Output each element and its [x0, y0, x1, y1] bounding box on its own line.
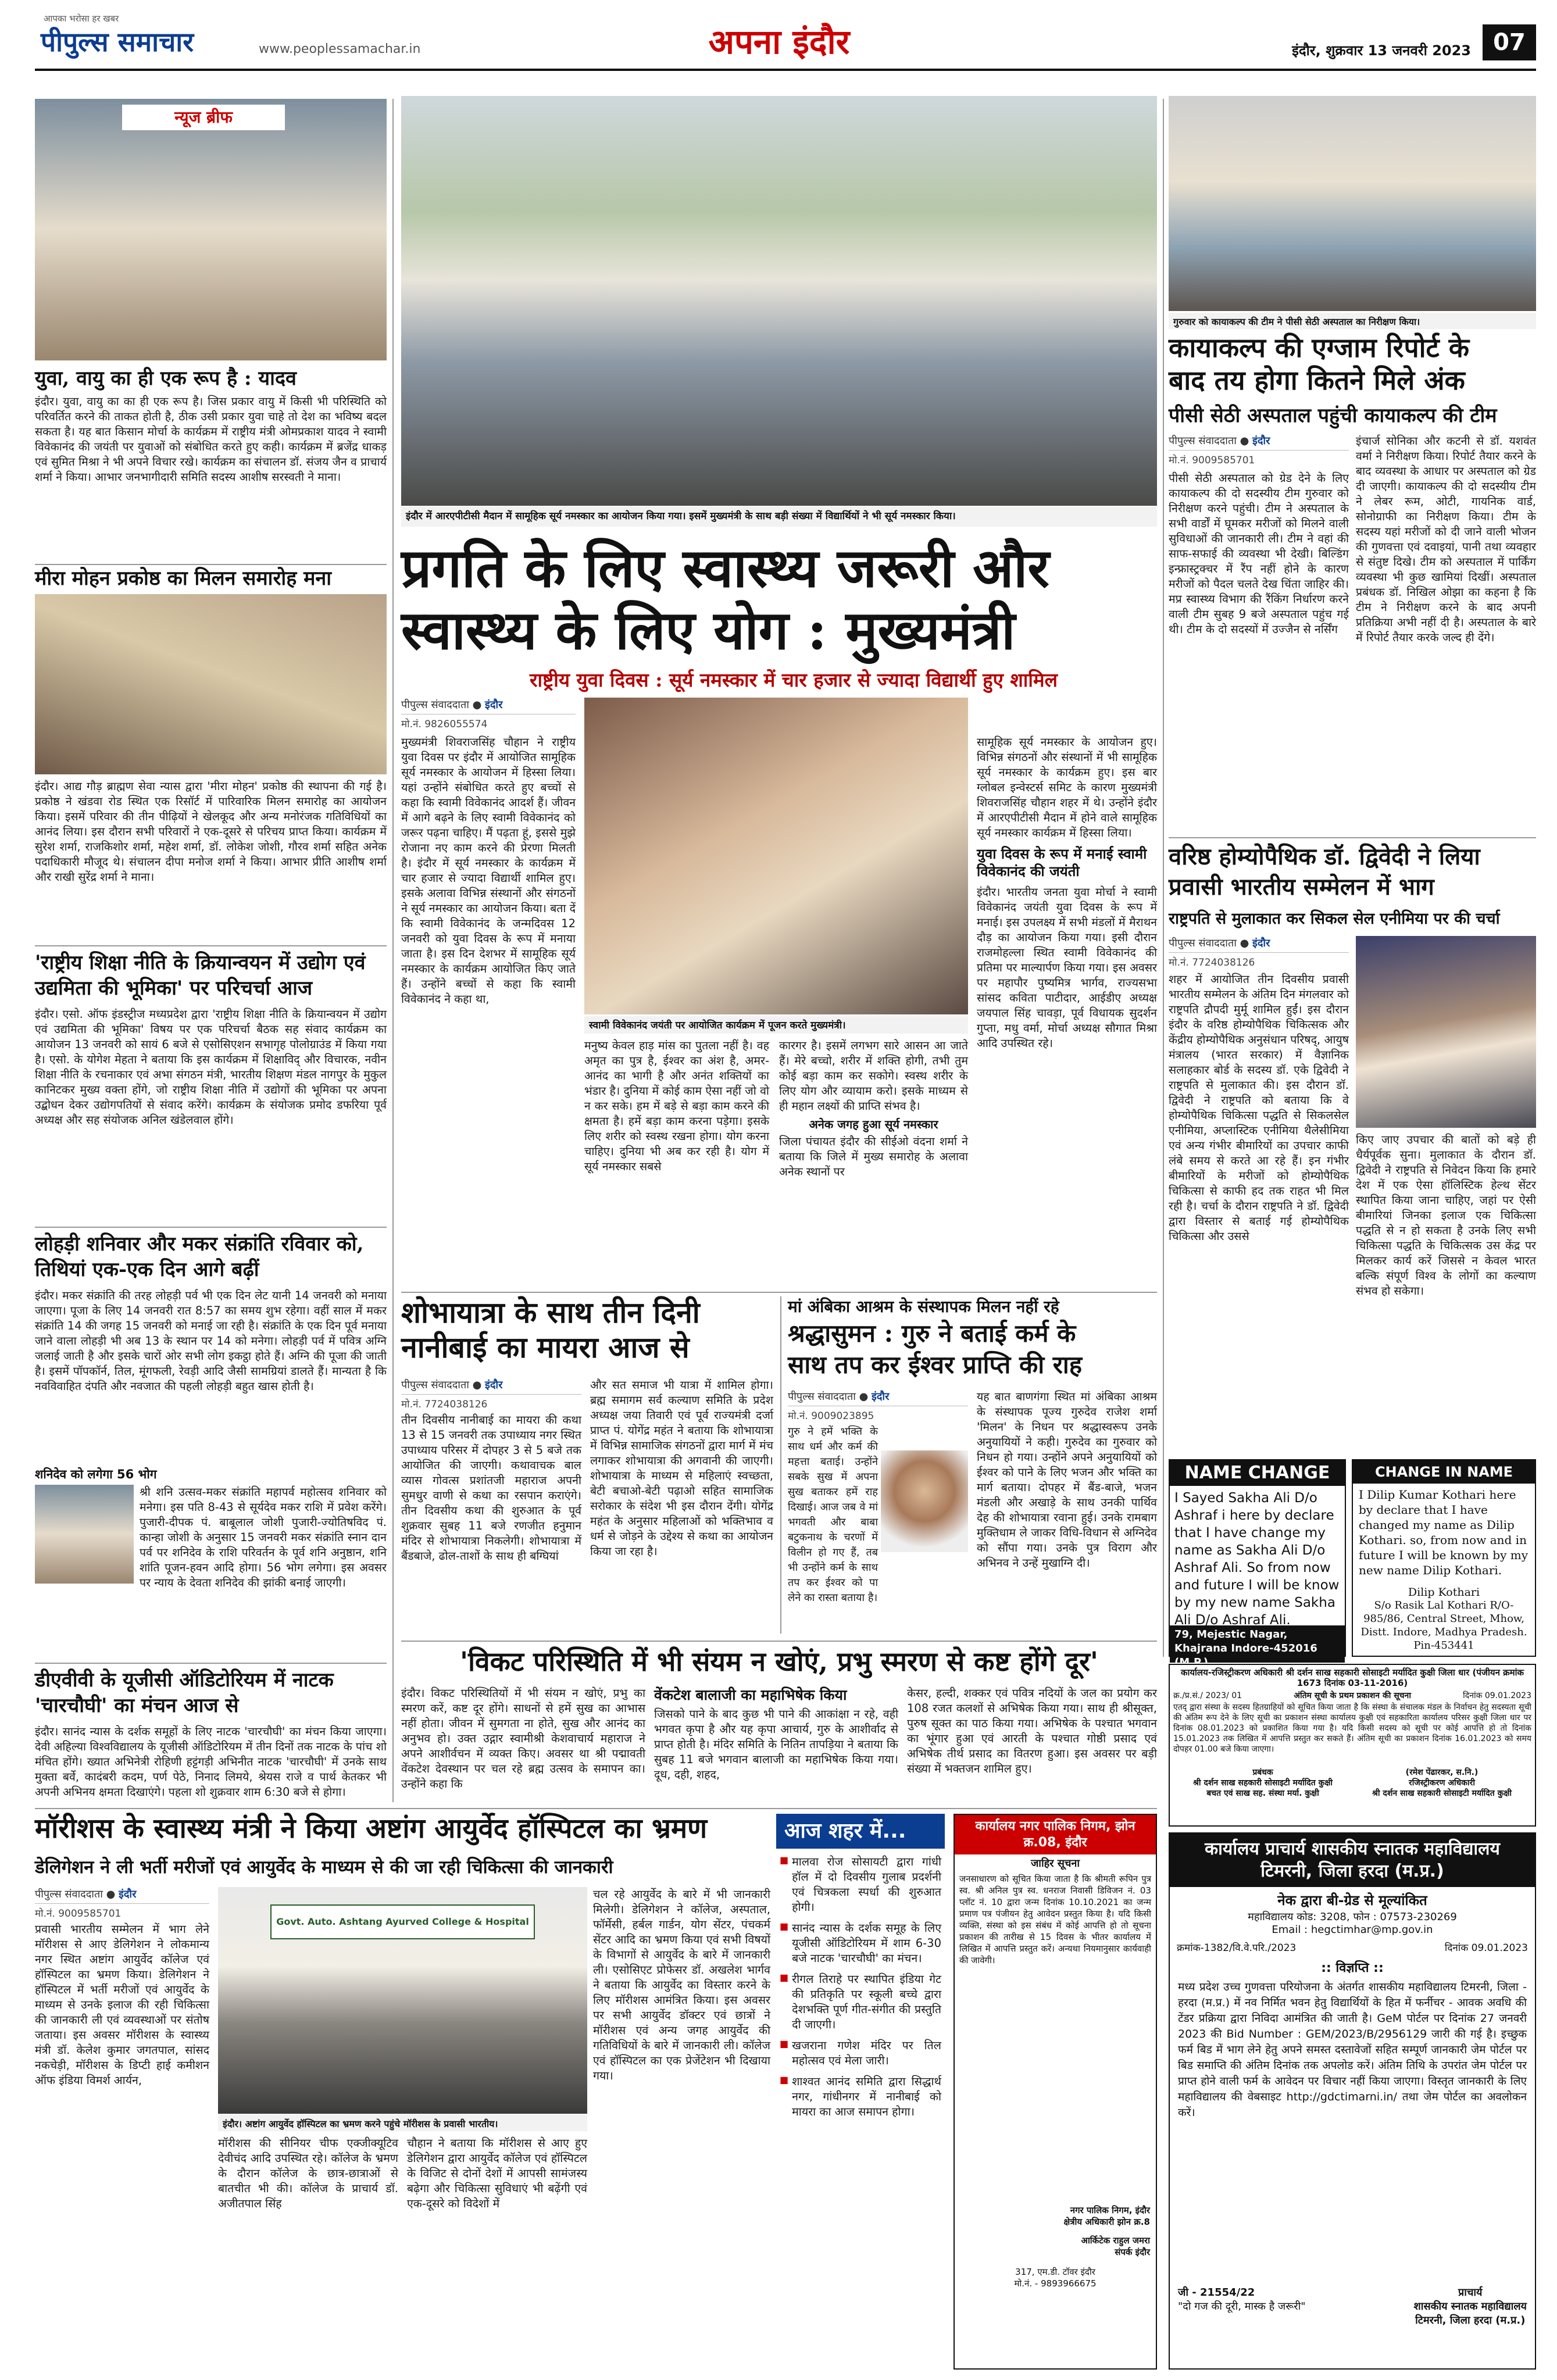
masthead-rule: [35, 69, 1536, 71]
ambika-byline-name: पीपुल्स संवाददाता: [788, 1391, 856, 1403]
aaj-shahar-item: [780, 2074, 941, 2120]
lead-col-4: [977, 735, 1157, 1287]
mauritius-mobile: मो.नं. 9009585701: [35, 1908, 122, 1920]
lead-headline-line1: प्रगति के लिए स्वास्थ्य जरूरी और: [401, 537, 1049, 599]
society-notice-subtitle: अंतिम सूची के प्रथम प्रकाशन की सूचना: [1294, 1691, 1411, 1700]
society-sign-right-name: रजिस्ट्रीकरण अधिकारी: [1408, 1778, 1475, 1788]
vikat-headline: 'विकट परिस्थिति में भी संयम न खोएं, प्रभु स्मरण से कष्ट होंगे दूर': [460, 1646, 1098, 1677]
brief-divider-2: [35, 945, 387, 946]
brief-2-body: इंदौर। आद्य गौड़ ब्राह्मण सेवा न्यास द्वारा 'मीरा मोहन' प्रकोष्ठ की स्थापना की गई है। प्रकोष्ठ ने खंडवा रोड स्थित एक रिसॉर्ट में पारिवारिक मिलन समारोह का आयोजन किया। इसमें परिवार की तीन पीढ़ियों ने खेलकूद और अन्य मनोरंजक गतिविधियों का आनंद लिया। इस दौरान सभी परिवारों ने एक-दूसरे से परिचय प्राप्त किया। कार्यक्रम में सुरेश शर्मा, राजकिशोर शर्मा, महेश शर्मा, डॉ. लोकेश जोशी, गौरव शर्मा सहित अनेक पदाधिकारी मौजूद थे। संचालन दीपा मनोज शर्मा ने किया। आभार प्रीति आशीष शर्मा और राखी सुरेंद्र शर्मा ने माना।: [35, 780, 387, 884]
nigam-notice-footer: 317, एम.डी. टॉवर इंदौर: [1015, 2267, 1095, 2277]
aaj-shahar-item-text: सानंद न्यास के दर्शक समूह के लिए यूजीसी ऑडिटोरियम में शाम 6-30 बजे नाटक 'चारचौघी' का मंचन।: [792, 1921, 941, 1965]
homeo-col-2: किए जाए उपचार की बातों को बड़े ही धैर्यपूर्वक सुना। मुलाकात के दौरान डॉ. द्विवेदी ने राष्ट्रपति से निवेदन किया कि हमारे देश में एक ऐसा हॉलिस्टिक हेल्थ सेंटर स्थापित किया जाना चाहिए, जहां पर ऐसी बीमारियां जिनका इलाज एक चिकित्सा पद्धति से न हो सकता है उनके लिए सभी चिकित्सा पद्धति के चिकित्सक उस केंद्र पर मिलकर कार्य करें जिससे न केवल भारत बल्कि संपूर्ण विश्व के लोगों का कल्याण संभव हो सकेगा।: [1356, 1133, 1536, 1298]
shani-photo: [35, 1485, 134, 1584]
society-sign-right-extra: श्री दर्शन साख सहकारी सोसाइटी मर्यादित कुक्षी: [1372, 1789, 1512, 1798]
lead-col-3-text: कारगर है। इसमें लगभग सारे आसन आ जाते हैं। मेरे बच्चो, शरीर में शक्ति होगी, तभी तुम कोई बड़ा काम कर सकोगे। स्वस्थ शरीर के लिए योग और व्यायाम करो। इसके माध्यम से ही महान लक्ष्यों की प्राप्ति संभव है।: [779, 1039, 968, 1113]
vikat-col-2-text: जिसको पाने के बाद कुछ भी पाने की आकांक्षा न रहे, वही भगवत कृपा है और यह कृपा आचार्य, गुरु के आशीर्वाद से प्राप्त होती है। मंदिर समिति के नितिन तापड़िया ने बताया कि सुबह 11 बजे भगवान बालाजी का महाभिषेक किया गया। दूध, दही, शहद,: [654, 1707, 898, 1781]
society-sign-left-extra: बचत एवं साख सह. संस्था मर्या. कुक्षी: [1206, 1789, 1319, 1798]
ambika-mobile: मो.नं. 9009023895: [788, 1410, 874, 1422]
lead-col-4-text-b: इंदौर। भारतीय जनता युवा मोर्चा ने स्वामी विवेकानंद जयंती युवा दिवस के रूप में मनाई। इस उपलक्ष्य में सभी मंडलों में मैराथन दौड़ का आयोजन किया गया। इसी दौरान राजमोहल्ला स्थित स्वामी विवेकानंद की प्रतिमा पर माल्यार्पण किया गया। इस अवसर पर महापौर पुष्यमित्र भार्गव, राज्यसभा सांसद कविता पाटीदार, आईडीए अध्यक्ष जयपाल सिंह चावड़ा, पूर्व विधायक सुदर्शन गुप्ता, मधु वर्मा, मोर्चा अध्यक्ष सौगात मिश्रा आदि उपस्थित रहे।: [977, 885, 1157, 1050]
kayakalp-divider: [1169, 837, 1536, 838]
mauritius-photo-caption: इंदौर। अष्टांग आयुर्वेद हॉस्पिटल का भ्रमण करने पहुंचे मॉरीशस के प्रवासी भारतीय।: [218, 2115, 587, 2131]
shobhayatra-col-2: और सत समाज भी यात्रा में शामिल होगा। ब्रह्म समागम सर्व कल्याण समिति के प्रदेश अध्यक्ष जया तिवारी एवं पूर्व राज्यमंत्री दर्जा प्राप्त पं. योगेंद्र महंत ने बताया कि शोभायात्रा में विभिन्न सामाजिक संगठनों द्वारा मार्ग में मंच लगाकर शोभायात्रा की अगवानी की जाएगी। शोभायात्रा के माध्यम से महिलाएं स्वच्छता, बेटी बचाओ-बेटी पढ़ाओ सहित सामाजिक सरोकार के संदेश भी इस दौरान देंगी। योगेंद्र महंत के अनुसार महिलाओं को भक्तिभाव व धर्म से जोड़ने के उद्देश्य से कथा का आयोजन किया जा रहा है।: [590, 1378, 773, 1558]
homeo-subhead: राष्ट्रपति से मुलाकात कर सिकल सेल एनीमिया पर की चर्चा: [1169, 910, 1500, 928]
cm-puja-photo: [584, 698, 968, 1014]
aaj-shahar-item: [780, 1921, 941, 1966]
society-notice-body: एतद् द्वारा संस्था के सदस्य हितग्राहियों को सूचित किया जाता है कि संस्था के संचालक मंडल के निर्वाचन हेतु सदस्यता सूची की अंतिम रूप देने के लिए सूची का प्रकाशन संस्था कार्यालय कुक्षी एवं सहकारिता कार्यालय परिसर कुक्षी जिला धार पर दिनांक 08.01.2023 को प्रकाशित किया गया है। यदि किसी सदस्य को सूची पर कोई आपत्ति हो तो दिनांक 15.01.2023 तक लिखित में आपत्ति प्रस्तुत कर सकते हैं। अंतिम सूची का प्रकाशन दिनांक 16.01.2023 को समय दोपहर 01.00 बजे किया जाएगा।: [1173, 1703, 1531, 1754]
brief-photo-2: [35, 594, 387, 774]
lead-col-3-subhead: अनेक जगह हुआ सूर्य नमस्कार: [809, 1117, 938, 1131]
vikat-col-2: [654, 1686, 898, 1820]
ambika-headline-line2: साथ तप कर ईश्वर प्राप्ति की राह: [788, 1350, 1083, 1379]
bullet-icon: ■: [780, 1854, 789, 1866]
homeo-byline-city: इंदौर: [1252, 937, 1270, 949]
homeo-headline-line2: प्रवासी भारतीय सम्मेलन में भाग: [1169, 873, 1434, 900]
brief-3-headline: 'राष्ट्रीय शिक्षा नीति के क्रियान्वयन में उद्योग एवं उद्यमिता की भूमिका' पर परिचर्चा आज: [35, 951, 366, 1000]
college-notice-email[interactable]: Email : hegctimhar@mp.gov.in: [1272, 1924, 1433, 1936]
lead-mobile: मो.नं. 9826055574: [401, 719, 488, 730]
nigam-notice: [954, 1814, 1157, 2370]
name-change-title: NAME CHANGE: [1170, 1460, 1345, 1486]
brief-3-body: इंदौर। एसो. ऑफ इंडस्ट्रीज मध्यप्रदेश द्वारा 'राष्ट्रीय शिक्षा नीति के क्रियान्वयन में उद्योग एवं उद्यमिता की भूमिका' विषय पर एक परिचर्चा बैठक सह संवाद कार्यक्रम का आयोजन 13 जनवरी को सायं 6 बजे से एसोसिएशन सभागृह पोलोग्राउंड में किया गया है। एसो. के योगेश मेहता ने बताया कि इस कार्यक्रम में शिक्षाविद् और विचारक, नवीन शिक्षा नीति के रचनाकार एवं अभा संगठन मंत्री, भारतीय शिक्षण मंडल नागपुर के मुकुल कानिटकर मुख्य वक्ता होंगे, जो राष्ट्रीय शिक्षा नीति में उद्योगों की भूमिका पर अपना उद्बोधन देकर उद्योगपतियों से संवाद करेंगे। कार्यक्रम के संयोजक प्रमोद डफरिया पूर्व अध्यक्ष और सह संयोजक अनिल खंडेलवाल होंगे।: [35, 1007, 387, 1127]
name-change-body: I Sayed Sakha Ali D/o Ashraf i here by declare that I have change my name as Sakha Ali D/o Ashraf Ali. So from now and future I will be know by my new name Sakha Ali D/o Ashraf Ali.: [1174, 1491, 1340, 1628]
lead-col-3-text-b: जिला पंचायत इंदौर की सीईओ वंदना शर्मा ने बताया कि जिले में मुख्य समारोह के अलावा अनेक स्थानों पर: [779, 1135, 968, 1178]
society-sign-left-role: प्रबंधक: [1252, 1768, 1273, 1777]
mauritius-col-4: चल रहे आयुर्वेद के बारे में भी जानकारी मिलेगी। डेलिगेशन ने कॉलेज, अस्पताल, फॉर्मेसी, हर्बल गार्डन, योग सेंटर, पंचकर्म सेंटर आदि का भ्रमण किया एवं सभी विषयों के विभागों से आयुर्वेद के बारे में जानकारी ली। एसोसिएट प्रोफेसर डॉ. अखलेश भार्गव ने बताया कि आयुर्वेद का विस्तार करने के लिए मॉरीशस आमंत्रित किया। इस अवसर पर सभी आयुर्वेद डॉक्टर एवं छात्रों ने मॉरीशस एवं अन्य जगह आयुर्वेद की गतिविधियों के बारे में जानकारी ली। कॉलेज एवं हॉस्पिटल का एक प्रेजेंटेशन भी दिखाया गया।: [593, 1888, 770, 2082]
mauritius-col-1: प्रवासी भारतीय सम्मेलन में भाग लेने मॉरीशस से आए डेलिगेशन ने लोकमान्य नगर स्थित अष्टांग आयुर्वेद कॉलेज एवं हॉस्पिटल का भ्रमण किया। डेलिगेशन ने हॉस्पिटल में भर्ती मरीजों एवं आयुर्वेद के माध्यम से उनके इलाज की रही चिकित्सा की जानकारी ली एवं व्यवस्थाओं पर संतोष जताया। इस अवसर मॉरीशस के स्वास्थ्य मंत्री डॉ. केलेश कुमार जगतपाल, सांसद नकचेड़ी, मॉरीशस के डिप्टी हाई कमीशन ऑफ इंडिया विमर्श आर्यन,: [35, 1922, 209, 2087]
homeo-mobile: मो.नं. 7724038126: [1169, 957, 1255, 969]
brief-6-body: इंदौर। सानंद न्यास के दर्शक समूहों के लिए नाटक 'चारचौघी' का मंचन किया जाएगा। देवी अहिल्या विश्वविद्यालय के यूजीसी ऑडिटोरियम में तीन दिनों तक नाटक के पांच शो मंचित होंगे। ख्यात अभिनेत्री रोहिणी हट्टंगड़ी अभिनीत नाटक 'चारचौघी' में उनके साथ मुक्ता बर्वे, कादंबरी कदम, पर्ण पेठे, निनाद लिमये, श्रेयस राजे व पार्थ केतकर भी अपनी अभिनय क्षमता दिखाएंगे। पहला शो शुक्रवार शाम 6:30 बजे से होगा।: [35, 1725, 387, 1799]
aaj-shahar-item-text: शाश्वत आनंद समिति द्वारा सिद्धार्थ नगर, गांधीनगर में नानीबाई को मायरा का आज समापन होगा।: [792, 2075, 941, 2118]
ambika-guru-photo: [881, 1450, 968, 1552]
ambika-headline-line1: श्रद्धासुमन : गुरु ने बताई कर्म के: [788, 1319, 1076, 1348]
brief-1-headline: युवा, वायु का ही एक रूप है : यादव: [35, 367, 297, 390]
center-divider-1: [401, 1292, 1157, 1293]
aaj-shahar-item: [780, 2038, 941, 2068]
homeo-col-1: शहर में आयोजित तीन दिवसीय प्रवासी भारतीय सम्मेलन के अंतिम दिन मंगलवार को राष्ट्रपति द्रौपदी मुर्मू शामिल हुईं। इस दौरान इंदौर के वरिष्ठ होम्योपैथिक चिकित्सक और केंद्रीय होम्योपैथिक अनुसंधान परिषद्, आयुष मंत्रालय (भारत सरकार) में वैज्ञानिक सलाहकार बोर्ड के सदस्य डॉ. एके द्विवेदी ने राष्ट्रपति से मुलाकात की। इस दौरान डॉ. द्विवेदी ने राष्ट्रपति को बताया कि वे होम्योपैथिक चिकित्सा पद्धति से सिकलसेल एनीमिया, अप्लास्टिक एनीमिया थैलेसीमिया एवं अन्य गंभीर बीमारियों का उपचार काफी लंबे समय से करते आ रहे हैं। इन गंभीर बीमारियों के मरीजों को होम्योपैथिक चिकित्सा से काफी हद तक राहत भी मिल रही है। चर्चा के दौरान राष्ट्रपति ने डॉ. द्विवेदी द्वारा विस्तार से बताई गई होम्योपैथिक चिकित्सा और उससे: [1169, 973, 1349, 1243]
kayakalp-photo: [1169, 96, 1536, 311]
homeo-byline: पीपुल्स संवाददाता ● इंदौर: [1169, 936, 1349, 953]
lead-subhead: राष्ट्रीय युवा दिवस : सूर्य नमस्कार में चार हजार से ज्यादा विद्यार्थी हुए शामिल: [529, 669, 1058, 691]
aaj-shahar-item: [780, 1854, 941, 1915]
masthead-tagline: आपका भरोसा हर खबर: [44, 13, 119, 24]
vikat-col-1: इंदौर। विकट परिस्थितियों में भी संयम न खोएं, प्रभु का स्मरण करें, कष्ट दूर होंगे। साधनों से हमें सुख का आभास नहीं होता। जीवन में सुमगता ना होते, सुख और आनंद का अनुभव हो। उक्त उद्गार स्वामीश्री केशवाचार्य महाराज ने अपने आशीर्वचन में व्यक्त किए। अवसर था श्री पद्मावती वेंकटेश देवस्थान पर चल रहे ब्रह्म उत्सव के समापन का। उन्होंने कहा कि: [401, 1686, 645, 1791]
bullet-icon: ■: [780, 1972, 789, 1983]
mauritius-headline: मॉरीशस के स्वास्थ्य मंत्री ने किया अष्टांग आयुर्वेद हॉस्पिटल का भ्रमण: [35, 1813, 708, 1845]
shobhayatra-byline-name: पीपुल्स संवाददाता: [401, 1379, 469, 1391]
ambika-kicker: मां अंबिका आश्रम के संस्थापक मिलन नहीं रहे: [788, 1297, 1059, 1316]
mauritius-byline-name: पीपुल्स संवाददाता: [35, 1888, 103, 1900]
column-divider-left: [392, 99, 394, 1802]
mauritius-col-2: मॉरीशस की सीनियर चीफ एक्जीक्यूटिव देवीचंद आदि उपस्थित रहे। कॉलेज के भ्रमण के दौरान कॉलेज के छात्र-छात्राओं से बातचीत भी की। कॉलेज के प्राचार्य डॉ. अजीतपाल सिंह: [218, 2136, 398, 2210]
society-notice-title: कार्यालय-रजिस्ट्रीकरण अधिकारी श्री दर्शन साख सहकारी सोसाइटी मर्यादित कुक्षी जिला धार (पंजीयन क्रमांक 1673 दिनांक 03-11-2016): [1180, 1667, 1524, 1688]
change-in-name-signature: Dilip Kothari: [1408, 1586, 1480, 1599]
kayakalp-byline: पीपुल्स संवाददाता ● इंदौर: [1169, 434, 1349, 451]
shobhayatra-col-1: तीन दिवसीय नानीबाई का मायरा की कथा 13 से 15 जनवरी तक उपाध्याय नगर स्थित उपाध्याय परिसर में दोपहर 3 से 5 बजे तक आयोजित की जाएगी। कथावाचक बाल व्यास गोवत्स प्रशांतजी महाराज अपनी सुमधुर वाणी से कथा का रसपान कराएंगे। तीन दिवसीय कथा की शुरुआत के पूर्व शुक्रवार सुबह 11 बजे रणजीत हनुमान मंदिर से शोभायात्रा निकलेगी। शोभायात्रा में बैंडबाजे, ढोल-ताशों के साथ ही बग्घियां: [401, 1413, 581, 1563]
ambika-byline-city: इंदौर: [872, 1391, 890, 1403]
aaj-shahar-item-text: खजराना गणेश मंदिर पर तिल महोत्सव एवं मेला जारी।: [792, 2039, 941, 2067]
brief-4-headline: लोहड़ी शनिवार और मकर संक्रांति रविवार को, तिथियां एक-एक दिन आगे बढ़ीं: [35, 1232, 364, 1281]
section-title: अपना इंदौर: [708, 22, 850, 62]
center-divider-3: [401, 1641, 1157, 1642]
society-notice: [1169, 1664, 1536, 1827]
homeo-photo: [1356, 936, 1536, 1128]
mauritius-photo-sign: Govt. Auto. Ashtang Ayurved College & Hospital: [270, 1904, 535, 1939]
mauritius-col-3: चौहान ने बताया कि मॉरीशस से आए हुए डेलिगेशन द्वारा आयुर्वेद कॉलेज एवं हॉस्पिटल के विजिट से दोनों देशों में आपसी सामंजस्य बढ़ेगा और चिकित्सा सुविधाएं भी बढ़ेंगी एवं एक-दूसरे को विदेशों में: [407, 2136, 587, 2210]
lead-col-3: [779, 1038, 968, 1288]
shobhayatra-byline-city: इंदौर: [485, 1379, 503, 1391]
homeo-byline-block: [1169, 936, 1349, 971]
college-notice-footer-right3: टिमरनी, जिला हरदा (म.प्र.): [1415, 2314, 1526, 2327]
aaj-shahar-item: [780, 1972, 941, 2032]
shobhayatra-byline: पीपुल्स संवाददाता ● इंदौर: [401, 1378, 581, 1395]
nigam-notice-sign2: क्षेत्रीय अधिकारी झोन क्र.8: [1063, 2217, 1150, 2227]
kayakalp-headline-line1: कायाकल्प की एग्जाम रिपोर्ट के: [1169, 332, 1470, 363]
nigam-notice-subtitle: जाहिर सूचना: [1030, 1857, 1080, 1870]
kayakalp-byline-city: इंदौर: [1252, 435, 1270, 447]
brief-4-body: इंदौर। मकर संक्रांति की तरह लोहड़ी पर्व भी एक दिन लेट यानी 14 जनवरी को मनाया जाएगा। पूजा के लिए 14 जनवरी रात 8:57 का समय शुभ रहेगा। वहीं साल में मकर संक्रांति 14 की जगह 15 जनवरी को मनाई जा रही है। संक्रांति के एक दिन पूर्व मनाया जाने वाला लोहड़ी भी अब 13 के स्थान पर 14 को मनेगा। लोहड़ी पर्व में पवित्र अग्नि जलाई जाती है और इसके चारों ओर सभी लोग इकट्ठा होते हैं। अग्नि की पूजा की जाती है। इसमें पॉपकॉर्न, तिल, मूंगफली, रेवड़ी आदि जैसी सामग्रियां डालते हैं। मान्यता है कि नवविवाहित दंपति और नवजात की पहली लोहड़ी बहुत खास होती है।: [35, 1289, 387, 1393]
college-notice-title-line1: कार्यालय प्राचार्य शासकीय स्नातक महाविद्यालय: [1205, 1839, 1500, 1859]
nigam-notice-sign3: आर्किटेक राहुल जमरा: [1081, 2235, 1150, 2246]
news-brief-label: न्यूज ब्रीफ: [122, 105, 285, 130]
kayakalp-headline-line2: बाद तय होगा कितने मिले अंक: [1169, 364, 1465, 396]
lead-col-1: मुख्यमंत्री शिवराजसिंह चौहान ने राष्ट्रीय युवा दिवस पर इंदौर में आयोजित सामूहिक सूर्य नमस्कार के आयोजन में हिस्सा लिया। यहां उन्होंने संबोधित करते हुए बच्चों से कहा कि स्वामी विवेकानंद आदर्श हैं। जीवन में आगे बढ़ने के लिए स्वामी विवेकानंद को जरूर पढ़ना चाहिए। मैं पढ़ता हूं, इससे मुझे रोजाना नए काम करने की प्रेरणा मिलती है। इंदौर में सूर्य नमस्कार के कार्यक्रम में चार हजार से ज्यादा विद्यार्थी शामिल हुए। इसके अलावा विभिन्न संस्थानों और संगठनों ने सूर्य नमस्कार का आयोजन किया। बता दें कि स्वामी विवेकानंद के जन्मदिवस 12 जनवरी को युवा दिवस के रूप में मनाया जाता है। इस दिन देशभर में सामूहिक सूर्य नमस्कार के कार्यक्रम आयोजित किए जाते हैं। उन्होंने बच्चों से कहा कि स्वामी विवेकानंद ने कहा था,: [401, 735, 576, 1006]
society-notice-ref: क्र./प्र.सं./ 2023/ 01: [1173, 1691, 1242, 1700]
brief-divider-4: [35, 1663, 387, 1664]
change-in-name-address: S/o Rasik Lal Kothari R/O-985/86, Central Street, Mhow, Distt. Indore, Madhya Pradesh. Pin-453441: [1360, 1599, 1527, 1652]
mauritius-byline-block: [35, 1887, 209, 1920]
change-in-name-body: I Dilip Kumar Kothari here by declare that I have changed my name as Dilip Kothari. so, from now and in future I will be known by my new name Dilip Kothari.: [1359, 1488, 1528, 1577]
kayakalp-col-2: इंचार्ज सोनिका और कटनी से डॉ. यशवंत वर्मा ने निरीक्षण किया। रिपोर्ट तैयार करने के बाद व्यवस्था के आधार पर अस्पताल को ग्रेड दी जाएगी। कायाकल्प की दो सदस्यीय टीम ने लेबर रूम, ओटी, गायनिक वार्ड, सोनोग्राफी का निरीक्षण किया। टीम के सदस्य यहां मरीजों को दी जाने वाली भोजन की गुणवत्ता एवं दवाइयां, पानी तथा व्यवहार से संतुष्ट दिखे। टीम को अस्पताल में पार्किंग व्यवस्था भी कुछ खामियां दिखीं। अस्पताल प्रबंधक डॉ. निखिल ओझा का कहना है कि टीम ने निरीक्षण करने के बाद अपनी प्रतिक्रिया अभी नहीं दी है। अस्पताल के बारे में रिपोर्ट तैयार करके जल्द ही देंगे।: [1356, 434, 1536, 644]
shobhayatra-mobile: मो.नं. 7724038126: [401, 1399, 488, 1410]
page-number: 07: [1483, 24, 1536, 60]
society-notice-date: दिनांक 09.01.2023: [1463, 1691, 1531, 1700]
shobhayatra-headline-line2: नानीबाई का मायरा आज से: [401, 1330, 690, 1364]
college-notice-date: दिनांक 09.01.2023: [1444, 1942, 1528, 1954]
surya-namaskar-photo: [401, 96, 1157, 506]
college-notice-grade: नेक द्वारा बी-ग्रेड से मूल्यांकित: [1277, 1892, 1427, 1909]
brief-divider-1: [35, 564, 387, 565]
kayakalp-byline-name: पीपुल्स संवाददाता: [1169, 435, 1237, 447]
aaj-shahar-item-text: रीगल तिराहे पर स्थापित इंडिया गेट की प्रतिकृति पर स्कूली बच्चे द्वारा देशभक्ति पूर्ण गीत-संगीत की प्रस्तुति दी जाएगी।: [792, 1972, 941, 2031]
ambika-byline-block: [788, 1389, 968, 1422]
shobhayatra-byline-block: [401, 1378, 581, 1410]
lead-headline-line2: स्वास्थ्य के लिए योग : मुख्यमंत्री: [401, 599, 1016, 662]
ambika-col-1: गुरु ने हमें भक्ति के साथ धर्म और कर्म की महत्ता बताई। उन्होंने सबके सुख में अपना सुख बताकर हमें राह दिखाई। आज जब वे मां भगवती और बाबा बटुकनाथ के चरणों में विलीन हो गए हैं, तब भी उन्होंने कर्म के साथ तप कर ईश्वर को पा लेने का रास्ता बताया है।: [788, 1425, 878, 1604]
society-sign-right-role: (रमेश पेंढारकर, स.नि.): [1405, 1768, 1479, 1777]
ambika-col-2: यह बात बाणगंगा स्थित मां अंबिका आश्रम के संस्थापक पूज्य गुरुदेव राजेश शर्मा 'मिलन' के निधन पर श्रद्धास्वरूप उनके अनुयायियों ने कही। गुरुदेव का गुरुवार को निधन हो गया। उन्होंने अपने अनुयायियों को ईश्वर को पाने के लिए भजन और भक्ति का मार्ग बताया। दोपहर में बैंड-बाजे, भजन मंडली और अखाड़े के साथ उनकी पार्थिव देह की शोभायात्रा रवाना हुई। उनके रामबाग मुक्तिधाम ले जाकर विधि-विधान से अग्निदेव को सौंपा गया। उनके पुत्र विराग और अभिनव ने उन्हें मुखाग्नि दी।: [977, 1390, 1157, 1570]
college-notice-header: [1170, 1834, 1535, 1887]
dateline: इंदौर, शुक्रवार 13 जनवरी 2023: [1292, 42, 1471, 59]
brief-5-headline: शनिदेव को लगेगा 56 भोग: [35, 1467, 157, 1481]
lead-col-2: मनुष्य केवल हाड़ मांस का पुतला नहीं है। वह अमृत का पुत्र है, ईश्वर का अंश है, अमर-आनंद का भागी है और अनंत शक्तियों का भंडार है। दुनिया में कोई काम ऐसा नहीं जो वो न कर सके। हम में बड़े से बड़ा काम करने की क्षमता है। हमें बड़ा काम करना पड़ेगा। इसके लिए शरीर को स्वस्थ रखना होगा। योग करना चाहिए। दुनिया भी अब कर रही है। योग में सूर्य नमस्कार सबसे: [584, 1039, 769, 1173]
change-in-name-title: CHANGE IN NAME: [1353, 1460, 1535, 1484]
center-divider-2: [780, 1296, 781, 1634]
news-brief-column: [35, 99, 387, 1802]
college-notice-footer-left2: "दो गज की दूरी, मास्क है जरूरी": [1178, 2300, 1306, 2313]
nigam-notice-title: कार्यालय नगर पालिक निगम, झोन क्र.08, इंदौर: [955, 1815, 1156, 1854]
shobhayatra-headline-line1: शोभायात्रा के साथ तीन दिनी: [401, 1295, 700, 1330]
cm-puja-caption: स्वामी विवेकानंद जयंती पर आयोजित कार्यक्रम में पूजन करते मुख्यमंत्री।: [584, 1016, 968, 1034]
lead-byline-city: इंदौर: [485, 699, 503, 711]
vikat-col-3: केसर, हल्दी, शक्कर एवं पवित्र नदियों के जल का प्रयोग कर 108 रजत कलशों से अभिषेक किया गया। साथ ही श्रीसूक्त, पुरुष सूक्त का पाठ किया गया। अभिषेक के पश्चात भगवान का भूंगार हुआ एवं आरती के पश्चात गोष्ठी प्रसाद एवं अभिषेक तीर्थ प्रसाद का वितरण हुआ। इस अवसर पर बड़ी संख्या में भक्तजन शामिल हुए।: [907, 1686, 1157, 1775]
kayakalp-subhead: पीसी सेठी अस्पताल पहुंची कायाकल्प की टीम: [1169, 404, 1497, 427]
ambika-byline: पीपुल्स संवाददाता ● इंदौर: [788, 1389, 968, 1406]
college-notice-body: मध्य प्रदेश उच्च गुणवत्ता परियोजना के अंतर्गत शासकीय महाविद्यालय टिमरनी, जिला - हरदा (म.प्र.) में नव निर्मित भवन हेतु विद्यार्थियों के हित में फर्नीचर - आवक अवधि की टेंडर प्रक्रिया द्वारा निविदा आमंत्रित की जाती है। GeM पोर्टल पर दिनांक 27 जनवरी 2023 की Bid Number : GEM/2023/B/2956129 जारी की गई है। इच्छुक फर्म बिड में भाग लेने हेतु अपने समस्त दस्तावेजों सहित सम्पूर्ण जानकारी जेम पोर्टल पर बिड समाप्ति की अंतिम दिनांक तक अपलोड करें। अंतिम तिथि के उपरांत जेम पोर्टल पर प्राप्त होने वाली फर्म के आवेदन पर विचार नहीं किया जाएगा। विस्तृत जानकारी के लिए महाविद्यालय की वेबसाइट http://gdctimarni.in/ तथा जेम पोर्टल का अवलोकन करें।: [1178, 1981, 1527, 2119]
mauritius-byline: पीपुल्स संवाददाता ● इंदौर: [35, 1887, 209, 1904]
kayakalp-caption: गुरुवार को कायाकल्प की टीम ने पीसी सेठी अस्पताल का निरीक्षण किया।: [1169, 313, 1536, 329]
lead-col-4-subhead: युवा दिवस के रूप में मनाई स्वामी विवेकानंद की जयंती: [977, 845, 1147, 880]
nigam-notice-body: जनसाधारण को सूचित किया जाता है कि श्रीमती रूपिन पुत्र स्व. श्री अनिल पुत्र स्व. धनराज निवासी डिविजन नं. 03 प्लॉट नं. 10 द्वारा जन्म दिनांक 10.10.2021 का जन्म प्रमाण पत्र पंजीयन हेतु आवेदन प्रस्तुत किया है। यदि किसी व्यक्ति, संस्था को इस संबंध में कोई आपत्ति हो तो सूचना प्रकाशन की तारीख से 15 दिवस के भीतर कार्यालय में लिखित में आपत्ति प्रस्तुत करें। अन्यथा नियमानुसार कार्यवाही की जावेगी।: [959, 1874, 1151, 1966]
bottom-divider: [35, 1808, 1157, 1809]
vikat-subhead: वेंकटेश बालाजी का महाभिषेक किया: [654, 1686, 847, 1703]
kayakalp-mobile: मो.नं. 9009585701: [1169, 455, 1255, 466]
bullet-icon: ■: [780, 2038, 789, 2049]
bullet-icon: ■: [780, 2074, 789, 2085]
change-in-name-ad: [1352, 1459, 1536, 1657]
college-notice-code: महाविद्यालय कोड: 3208, फोन : 07573-230269: [1248, 1911, 1457, 1923]
lead-byline-block: [401, 698, 576, 732]
homeo-byline-name: पीपुल्स संवाददाता: [1169, 937, 1237, 949]
surya-namaskar-caption: इंदौर में आरएपीटीसी मैदान में सामूहिक सूर्य नमस्कार का आयोजन किया गया। इसमें मुख्यमंत्री के साथ बड़ी संख्या में विद्यार्थियों ने भी सूर्य नमस्कार किया।: [401, 507, 1157, 527]
aaj-shahar-box: [776, 1814, 945, 2370]
brief-divider-3: [35, 1227, 387, 1228]
mauritius-byline-city: इंदौर: [119, 1888, 137, 1900]
lead-byline-name: पीपुल्स संवाददाता: [401, 699, 469, 711]
name-change-ad: [1169, 1459, 1346, 1668]
lead-col-4-text: सामूहिक सूर्य नमस्कार के आयोजन हुए। विभिन्न संगठनों और संस्थानों में भी सामूहिक सूर्य नमस्कार के कार्यक्रम हुए। इस बार ग्लोबल इन्वेस्टर्स समिट के कारण मुख्यमंत्री शिवराजसिंह चौहान शहर में थे। उन्होंने इंदौर में आरएपीटीसी मैदान में होने वाले सामूहिक सूर्य नमस्कार कार्यक्रम में हिस्सा लिया।: [977, 735, 1157, 839]
college-notice: [1169, 1832, 1536, 2370]
aaj-shahar-item-text: मालवा रोज सोसायटी द्वारा गांधी हॉल में दो दिवसीय गुलाब प्रदर्शनी एवं चित्रकला स्पर्धा की शुरुआत होगी।: [792, 1855, 941, 1914]
nigam-notice-sign1: नगर पालिक निगम, इंदौर: [1070, 2205, 1150, 2215]
brief-5-body: श्री शनि उत्सव-मकर संक्रांति महापर्व महोत्सव शनिवार को मनेगा। इस पति 8-43 से सूर्यदेव मकर राशि में प्रवेश करेंगे। पुजारी-दीपक पं. बाबूलाल जोशी पुजारी-ज्योतिषविद पं. कान्हा जोशी के अनुसार 15 जनवरी मकर संक्रांति स्नान दान पर्व पर शनिदेव के राशि परिवर्तन के पूर्व शनि अनुष्ठान, शनि शांति पूजन-हवन आदि होगा। 56 भोग लगेगा। इस अवसर पर न्याय के देवता शनिदेव की झांकी बनाई जाएगी।: [140, 1485, 387, 1589]
kayakalp-byline-block: [1169, 434, 1349, 469]
brief-photo-1: [35, 99, 387, 360]
brief-1-body: इंदौर। युवा, वायु का का ही एक रूप है। जिस प्रकार वायु में किसी भी परिस्थिति को परिवर्तित करने की ताकत होती है, ठीक उसी प्रकार युवा चाहे तो देश का भविष्य बदल सकता है। यह बात किसान मोर्चा के कार्यक्रम में राष्ट्रीय मंत्री ओमप्रकाश यादव ने स्वामी विवेकानंद की जयंती पर युवाओं को संबोधित करते हुए कही। कार्यक्रम में ब्रजेंद्र धाकड़ एवं सुमित मिश्रा ने भी अपने विचार रखे। कार्यक्रम का संचालन डॉ. संजय जैन व प्राचार्य शर्मा ने किया। आभार जनभागीदारी समिति सदस्य आशीष सरस्वती ने माना।: [35, 395, 387, 484]
homeo-headline-line1: वरिष्ठ होम्योपैथिक डॉ. द्विवेदी ने लिया: [1169, 843, 1480, 870]
society-sign-left-name: श्री दर्शन साख सहकारी सोसाइटी मर्यादित कुक्षी: [1193, 1778, 1333, 1788]
brief-6-headline: डीएवीवी के यूजीसी ऑडिटोरियम में नाटक 'चारचौघी' का मंचन आज से: [35, 1668, 334, 1717]
nigam-notice-footer2: मो.नं. - 9893966675: [1014, 2278, 1097, 2289]
column-divider-right: [1163, 99, 1164, 1657]
brief-2-headline: मीरा मोहन प्रकोष्ठ का मिलन समारोह मना: [35, 567, 332, 590]
nigam-notice-sign4: संपर्क इंदौर: [1115, 2247, 1150, 2257]
college-notice-footer-left: जी - 21554/22: [1178, 2286, 1255, 2299]
kayakalp-col-1: पीसी सेठी अस्पताल को ग्रेड देने के लिए कायाकल्प की दो सदस्यीय टीम गुरुवार को निरीक्षण करने पहुंची। टीम ने अस्पताल के सभी वार्डों में घूमकर मरीजों को मिलने वाली सुविधाओं की जानकारी ली। टीम ने वहां की साफ-सफाई की व्यवस्था भी देखी। बिल्डिंग इन्फ्रास्ट्रक्चर में रैंप नहीं होने के कारण मरीजों को पैदल चलते देख चिंता जाहिर की। मप्र स्वास्थ्य विभाग की रैंकिंग निर्धारण करने वाली टीम सुबह 9 बजे अस्पताल पहुंच गई थी। टीम के दो सदस्यों में उज्जैन से नर्सिंग: [1169, 471, 1349, 636]
masthead-url[interactable]: www.peoplessamachar.in: [259, 42, 421, 56]
bullet-icon: ■: [780, 1921, 789, 1932]
masthead-logo: पीपुल्स समाचार: [41, 26, 194, 58]
aaj-shahar-title: आज शहर में...: [776, 1814, 945, 1849]
college-notice-heading: :: विज्ञप्ति ::: [1321, 1961, 1384, 1975]
college-notice-footer-right2: शासकीय स्नातक महाविद्यालय: [1413, 2300, 1527, 2313]
mauritius-photo: [218, 1887, 587, 2114]
mauritius-subhead: डेलिगेशन ने ली भर्ती मरीजों एवं आयुर्वेद के माध्यम से की जा रही चिकित्सा की जानकारी: [35, 1857, 613, 1878]
college-notice-ref: क्रमांक-1382/वि.वे.परि./2023: [1177, 1942, 1297, 1954]
masthead: [0, 0, 1557, 70]
lead-byline: पीपुल्स संवाददाता ● इंदौर: [401, 698, 576, 714]
college-notice-title-line2: टिमरनी, जिला हरदा (म.प्र.): [1260, 1861, 1444, 1881]
name-change-address: 79, Mejestic Nagar, Khajrana Indore-452016 (M.P.): [1170, 1625, 1345, 1663]
college-notice-footer-right1: प्राचार्य: [1458, 2286, 1483, 2299]
